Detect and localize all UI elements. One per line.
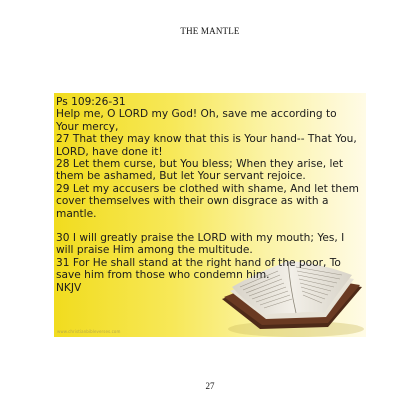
passage-line: 30 I will greatly praise the LORD with my mouth; Yes, I bbox=[56, 232, 345, 245]
translation-label: NKJV bbox=[56, 281, 82, 294]
passage-line: Ps 109:26-31 bbox=[56, 96, 126, 108]
passage-line: 28 Let them curse, but You bless; When they arise, let bbox=[56, 158, 344, 171]
passage-line: save him from those who condemn him. bbox=[56, 269, 270, 282]
passage-line: them be ashamed, But let Your servant rejoice. bbox=[56, 170, 306, 183]
page-number: 27 bbox=[205, 381, 215, 391]
passage-line: cover themselves with their own disgrace as with a bbox=[56, 195, 329, 208]
passage-line: LORD, have done it! bbox=[56, 145, 163, 158]
paragraph-gap bbox=[56, 220, 362, 232]
passage-line: Your mercy, bbox=[56, 120, 119, 133]
passage-line: mantle. bbox=[56, 207, 97, 220]
passage-line: 29 Let my accusers be clothed with shame, And let them bbox=[56, 182, 359, 195]
scripture-passage bbox=[56, 96, 362, 294]
page-header-title: THE MANTLE bbox=[180, 26, 240, 36]
passage-line: 31 For He shall stand at the right hand of the poor, To bbox=[56, 256, 341, 269]
passage-line: 27 That they may know that this is Your hand-- That You, bbox=[56, 133, 357, 146]
watermark-url: www.christianbibleverses.com bbox=[57, 329, 121, 334]
verse-card bbox=[54, 93, 366, 337]
passage-line: will praise Him among the multitude. bbox=[56, 244, 253, 257]
passage-line: Help me, O LORD my God! Oh, save me according to bbox=[56, 108, 337, 121]
